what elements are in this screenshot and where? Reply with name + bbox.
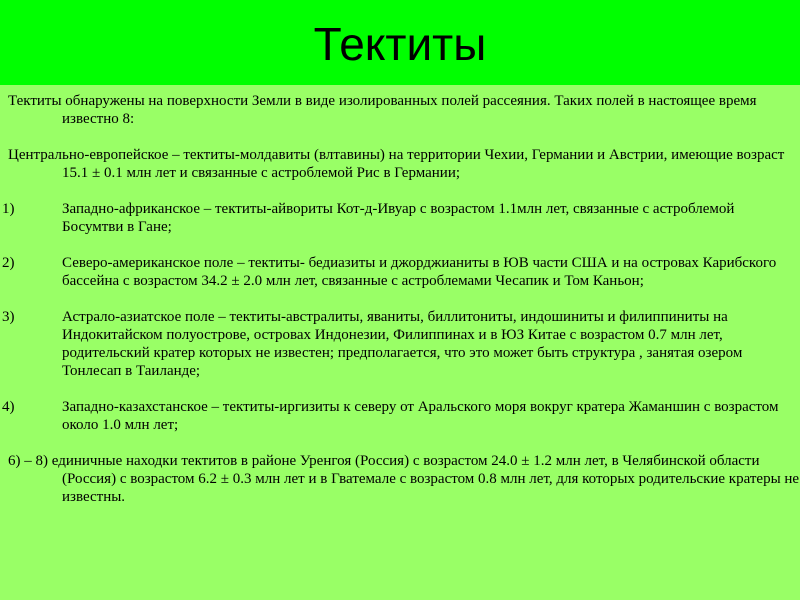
list-item-text: Западно-казахстанское – тектиты-иргизиты к северу от Аральского моря вокруг кратера Жаманшин с возрастом около 1.0 млн лет; <box>62 399 779 433</box>
list-item <box>0 200 800 236</box>
list-item-number: 2) <box>2 255 15 271</box>
list-item <box>0 308 800 380</box>
list-item <box>0 254 800 290</box>
list-item-text: Северо-американское поле – тектиты- бедиазиты и джорджианиты в ЮВ части США и на островах Карибского бассейна с возрастом 34.2 ± 2.0 млн лет, связанные с астроблемами Чесапик и Том Каньон; <box>62 255 777 289</box>
list-item <box>0 398 800 434</box>
list-item-text: Астрало-азиатское поле – тектиты-австралиты, яваниты, биллитониты, индошиниты и филиппиниты на Индокитайском полуострове, островах Индонезии, Филиппинах и в ЮЗ Китае с возрастом 0.7 млн лет, родительский кратер которых не известен; предполагается, что это может быть структура , занятая озером Тонлесап в Таиланде; <box>62 309 743 379</box>
list-item-number: 1) <box>2 201 15 217</box>
central-europe-paragraph: Центрально-европейское – тектиты-молдавиты (влтавины) на территории Чехии, Германии и Австрии, имеющие возраст 15.1 ± 0.1 млн лет и связанные с астроблемой Рис в Германии; <box>8 147 785 181</box>
last-paragraph: 6) – 8) единичные находки тектитов в районе Уренгоя (Россия) с возрастом 24.0 ± 1.2 млн лет, в Челябинской области (Россия) с возрастом 6.2 ± 0.3 млн лет и в Гватемале с возрастом 0.8 млн лет, для которых родительские кратеры не известны. <box>8 453 800 505</box>
list-item-number: 3) <box>2 309 15 325</box>
slide-title: Тектиты <box>313 18 487 70</box>
list-item-number: 4) <box>2 399 15 415</box>
slide-content <box>0 92 800 524</box>
list-item-text: Западно-африканское – тектиты-айвориты Кот-д-Ивуар с возрастом 1.1млн лет, связанные с астроблемой Босумтви в Гане; <box>62 201 735 235</box>
intro-paragraph: Тектиты обнаружены на поверхности Земли в виде изолированных полей рассеяния. Таких полей в настоящее время известно 8: <box>8 93 757 127</box>
